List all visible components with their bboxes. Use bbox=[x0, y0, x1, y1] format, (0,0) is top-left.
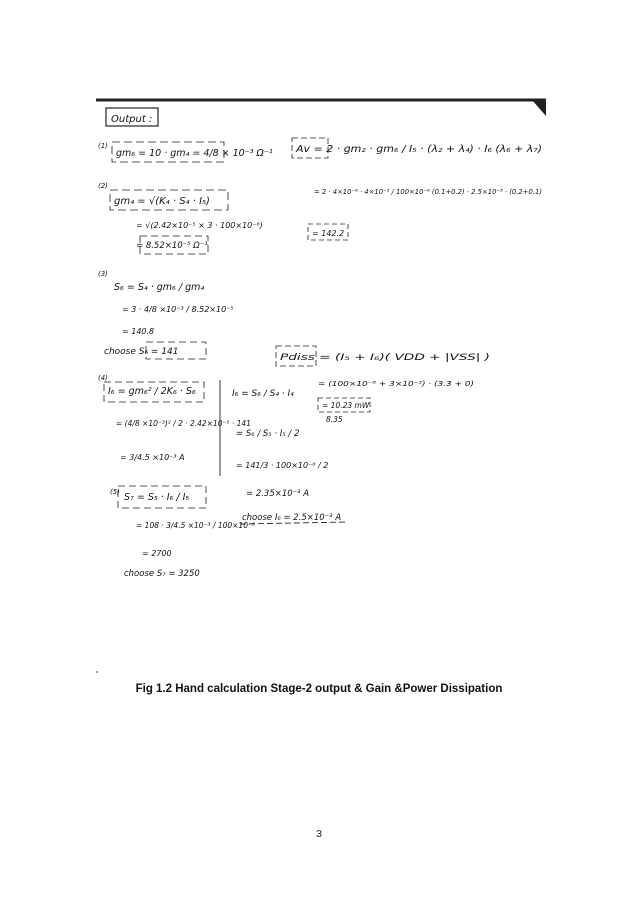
power-result: = 10.23 mW bbox=[322, 401, 370, 410]
step-4-eq-a: I₆ = gm₆² / 2K₆ · S₆ bbox=[108, 386, 196, 397]
step-3-eq-c: = 140.8 bbox=[122, 327, 155, 336]
power-eq-a: Pdiss = (I₅ + I₆)( VDD + |VSS| ) bbox=[280, 353, 490, 363]
right-power bbox=[276, 346, 490, 424]
left-step-2 bbox=[98, 182, 263, 254]
mid-eq-d: = 2.35×10⁻³ A bbox=[246, 489, 310, 499]
figure-caption: Fig 1.2 Hand calculation Stage-2 output & Gain &Power Dissipation bbox=[135, 683, 503, 695]
scan-corner-mark bbox=[532, 100, 546, 116]
mid-eq-b: = S₆ / S₅ · I₅ / 2 bbox=[236, 429, 300, 439]
left-step-1 bbox=[98, 142, 273, 162]
step-5-label: (5) bbox=[110, 488, 120, 496]
page-number: 3 bbox=[316, 828, 322, 840]
step-5-eq-c: = 2700 bbox=[142, 549, 172, 558]
step-3-eq-b: = 3 · 4/8 ×10⁻³ / 8.52×10⁻⁵ bbox=[122, 305, 234, 314]
scan-speck bbox=[96, 671, 98, 673]
left-step-4 bbox=[98, 374, 251, 462]
left-step-3 bbox=[98, 270, 234, 359]
step-4-label: (4) bbox=[98, 374, 108, 382]
step-4-eq-b: = (4/8 ×10⁻³)² / 2 · 2.42×10⁻⁵ · 141 bbox=[116, 419, 251, 428]
mid-eq-a: I₆ = S₆ / S₄ · I₄ bbox=[232, 389, 294, 399]
step-1-label: (1) bbox=[98, 142, 108, 150]
scan-image bbox=[96, 96, 546, 676]
mid-eq-c: = 141/3 · 100×10⁻⁶ / 2 bbox=[236, 461, 329, 470]
step-4-eq-c: = 3/4.5 ×10⁻³ A bbox=[120, 453, 185, 462]
step-5-eq-a: S₇ = S₅ · I₆ / I₅ bbox=[124, 492, 190, 503]
heading-text: Output : bbox=[111, 114, 153, 125]
power-note: 8.35 bbox=[326, 415, 343, 424]
step-2-eq-c: = 8.52×10⁻⁵ Ω⁻¹ bbox=[136, 241, 208, 251]
step-2-label: (2) bbox=[98, 182, 108, 190]
step-3-choose: choose S₆ = 141 bbox=[104, 347, 179, 357]
mid-choose: choose I₆ = 2.5×10⁻³ A bbox=[242, 513, 342, 523]
gain-eq-a: Av = 2 · gm₂ · gm₆ / I₅ · (λ₂ + λ₄) · I₆ (λ₆ + λ₇) bbox=[294, 144, 542, 155]
step-5-choose: choose S₇ = 3250 bbox=[124, 569, 200, 579]
right-gain bbox=[292, 138, 542, 240]
step-2-eq-a: gm₄ = √(K₄ · S₄ · I₅) bbox=[114, 196, 210, 207]
step-3-eq-a: S₆ = S₄ · gm₆ / gm₄ bbox=[114, 282, 205, 293]
gain-result: = 142.2 bbox=[312, 229, 345, 238]
step-3-label: (3) bbox=[98, 270, 108, 278]
step-5-eq-b: = 108 · 3/4.5 ×10⁻³ / 100×10⁻⁶ bbox=[136, 521, 255, 530]
gain-eq-b: = 2 · 4×10⁻⁶ · 4×10⁻³ / 100×10⁻⁶ (0.1+0.2) · 2.5×10⁻³ · (0.2+0.1) bbox=[314, 188, 543, 196]
power-eq-b: = (100×10⁻⁶ + 3×10⁻³) · (3.3 + 0) bbox=[318, 380, 475, 388]
left-step-5 bbox=[110, 486, 255, 579]
scanned-handwritten-calculation bbox=[96, 96, 546, 676]
step-1-eq: gm₆ = 10 · gm₄ = 4/8 × 10⁻³ Ω⁻¹ bbox=[116, 148, 273, 159]
step-2-eq-b: = √(2.42×10⁻⁵ × 3 · 100×10⁻⁶) bbox=[136, 221, 263, 230]
